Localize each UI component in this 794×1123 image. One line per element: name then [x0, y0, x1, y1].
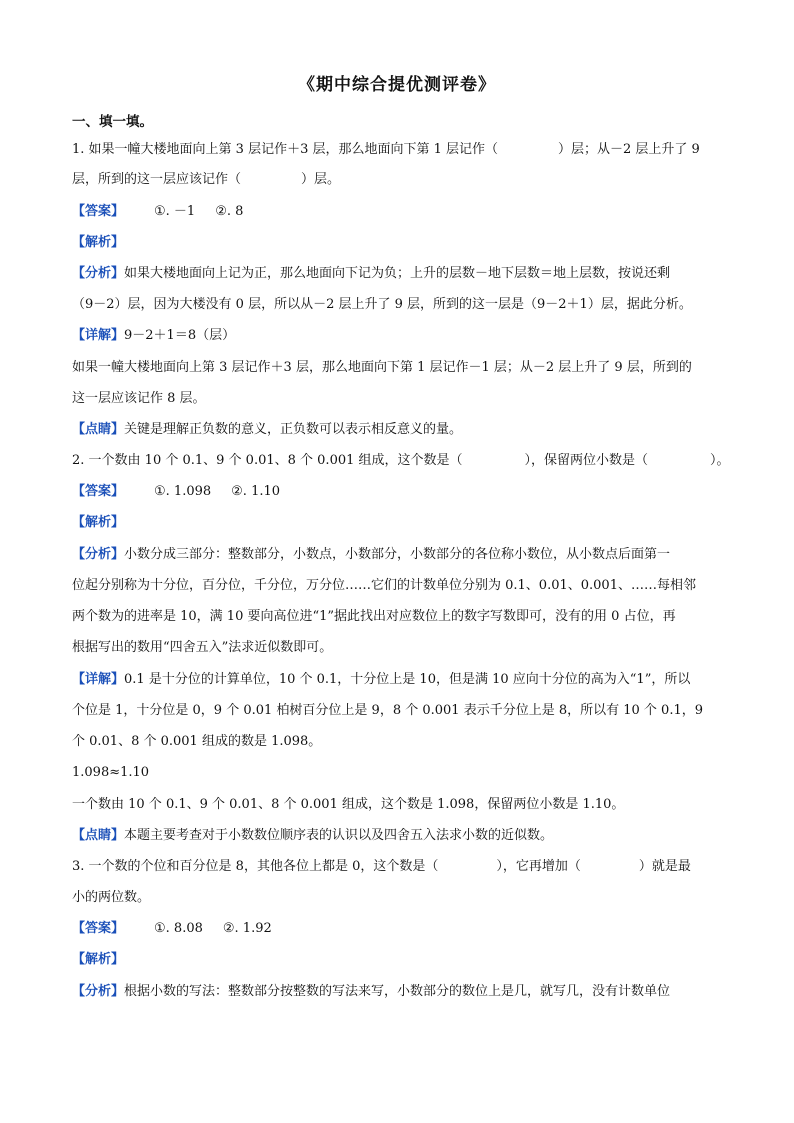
q3-answer-2: ②. 1.92: [222, 921, 272, 936]
q2-dianjing-text: 本题主要考查对于小数数位顺序表的认识以及四舍五入法求小数的近似数。: [124, 828, 554, 843]
document-title: 《期中综合提优测评卷》: [298, 75, 496, 95]
q3-line-2: 小的两位数。: [72, 890, 151, 905]
analysis-tag: 【解析】: [72, 515, 125, 530]
q2-answer-2: ②. 1.10: [231, 484, 281, 499]
analysis-tag: 【解析】: [72, 952, 125, 967]
q2-xiangjie-1: [72, 671, 732, 689]
q2-fenxi-2: 位起分别称为十分位，百分位，千分位，万分位……它们的计数单位分别为 0.1、0.01、0.001、……每相邻: [72, 578, 696, 593]
q2-fenxi-3: 两个数为的进率是 10，满 10 要向高位进“1”据此找出对应数位上的数字写数即可，没有的用 0 占位，再: [72, 609, 676, 624]
q1-xiangjie: [72, 327, 732, 345]
q1-fenxi-2: （9－2）层，因为大楼没有 0 层，所以从－2 层上升了 9 层，所到的这一层是（9－2＋1）层，据此分析。: [72, 297, 692, 312]
q2-xiangjie-text-1: 0.1 是十分位的计算单位，10 个 0.1，十分位上是 10，但是满 10 应向十分位的高为入“1”，所以: [124, 672, 691, 687]
q1-dianjing: [72, 421, 732, 439]
q1-text-d: ）层。: [301, 172, 341, 187]
q3-text-b: ），它再增加（: [496, 859, 581, 874]
dianjing-tag: 【点睛】: [72, 828, 125, 843]
q1-answer-1: ①. －1: [154, 204, 196, 219]
q1-line-1: [72, 141, 732, 159]
q1-fenxi-text-1: 如果大楼地面向上记为正，那么地面向下记为负；上升的层数－地下层数＝地上层数，按说还剩: [124, 266, 671, 281]
fenxi-tag: 【分析】: [72, 266, 125, 281]
q3-text-a: 3. 一个数的个位和百分位是 8，其他各位上都是 0，这个数是（: [72, 859, 439, 874]
fenxi-tag: 【分析】: [72, 984, 125, 999]
q3-answer-1: ①. 8.08: [154, 921, 203, 936]
q2-xiangjie-3: 个 0.01、8 个 0.001 组成的数是 1.098。: [72, 734, 322, 749]
q1-line-3: 如果一幢大楼地面向上第 3 层记作＋3 层，那么地面向下第 1 层记作－1 层；从－2 层上升了 9 层，所到的: [72, 360, 692, 375]
q1-text-b: ）层；从－2 层上升了 9: [558, 142, 700, 157]
q1-answer: [72, 203, 732, 221]
q2-analysis: [72, 514, 732, 532]
q1-line-4: 这一层应该记作 8 层。: [72, 391, 206, 406]
q3-line-1: [72, 858, 732, 876]
q2-xiangjie-2: 个位是 1，十分位是 0，9 个 0.01 柏树百分位上是 9，8 个 0.001 表示千分位上是 8，所以有 10 个 0.1，9: [72, 703, 703, 718]
xiangjie-tag: 【详解】: [72, 328, 125, 343]
q2-approx: 1.098≈1.10: [72, 765, 150, 780]
q1-fenxi-1: [72, 265, 732, 283]
q3-analysis: [72, 951, 732, 969]
answer-tag: 【答案】: [72, 921, 125, 936]
fenxi-tag: 【分析】: [72, 547, 125, 562]
q2-answer-1: ①. 1.098: [154, 484, 212, 499]
answer-tag: 【答案】: [72, 204, 125, 219]
q1-dianjing-text: 关键是理解正负数的意义，正负数可以表示相反意义的量。: [124, 422, 463, 437]
dianjing-tag: 【点睛】: [72, 422, 125, 437]
analysis-tag: 【解析】: [72, 235, 125, 250]
q2-fenxi-1: [72, 546, 732, 564]
xiangjie-tag: 【详解】: [72, 672, 125, 687]
q3-text-c: ）就是最: [638, 859, 691, 874]
q2-fenxi-text-1: 小数分成三部分：整数部分，小数点，小数部分，小数部分的各位称小数位，从小数点后面第一: [124, 547, 671, 562]
q2-answer: [72, 483, 732, 501]
q2-text-a: 2. 一个数由 10 个 0.1、9 个 0.01、8 个 0.001 组成，这个数是（: [72, 453, 463, 468]
q1-analysis: [72, 234, 732, 252]
q2-line-1: [72, 452, 732, 470]
section-heading: 一、填一填。: [72, 114, 153, 130]
q1-text-a: 1. 如果一幢大楼地面向上第 3 层记作＋3 层，那么地面向下第 1 层记作（: [72, 142, 499, 157]
q3-fenxi-1: [72, 983, 732, 1001]
q3-answer: [72, 920, 732, 938]
q2-summary: 一个数由 10 个 0.1、9 个 0.01、8 个 0.001 组成，这个数是 1.098，保留两位小数是 1.10。: [72, 797, 625, 812]
q3-fenxi-text-1: 根据小数的写法：整数部分按整数的写法来写，小数部分的数位上是几，就写几，没有计数单位: [124, 984, 671, 999]
q2-text-b: ），保留两位小数是（: [524, 453, 649, 468]
q1-line-2: [72, 171, 732, 189]
q2-fenxi-4: 根据写出的数用“四舍五入”法求近似数即可。: [72, 640, 333, 655]
q1-text-c: 层，所到的这一层应该记作（: [72, 172, 242, 187]
q1-answer-2: ②. 8: [215, 204, 244, 219]
q2-text-c: ）。: [710, 453, 730, 468]
q1-xiangjie-text: 9－2＋1＝8（层）: [124, 328, 236, 343]
answer-tag: 【答案】: [72, 484, 125, 499]
q2-dianjing: [72, 827, 732, 845]
